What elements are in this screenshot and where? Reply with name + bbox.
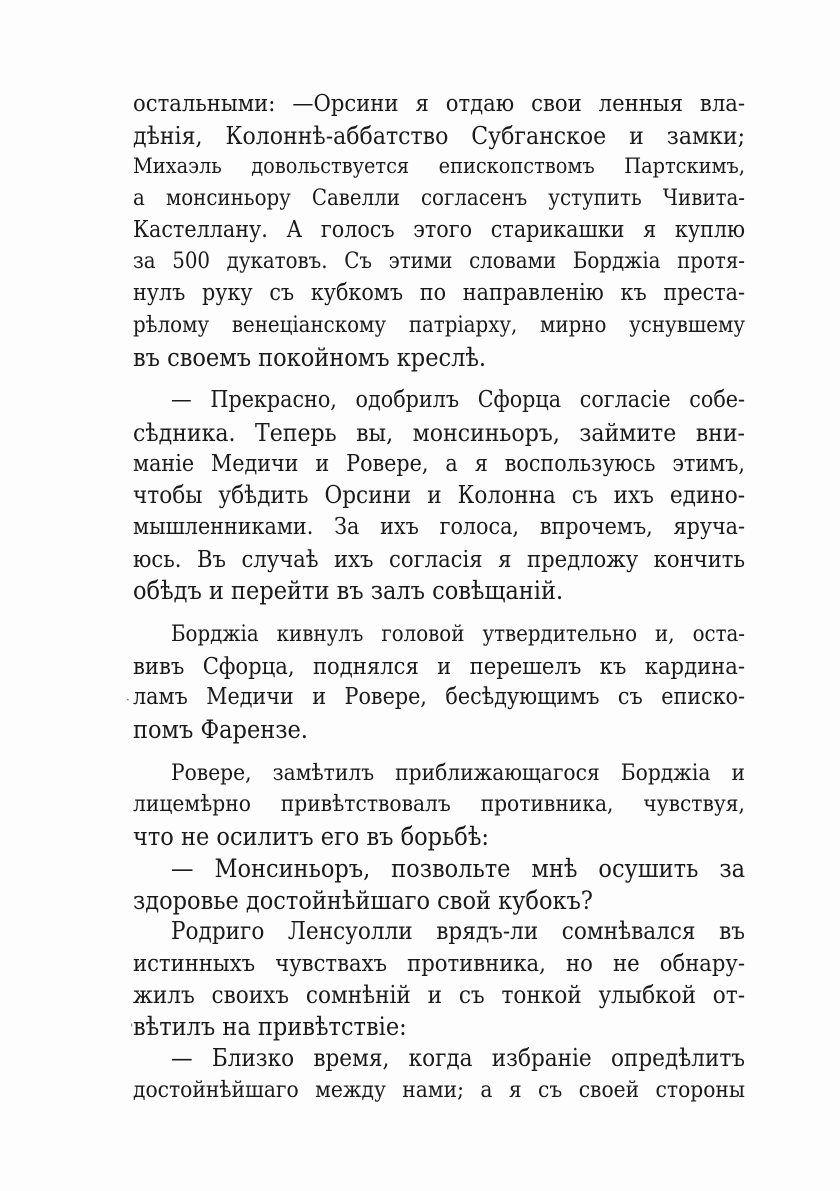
text-line: жилъ своихъ сомнѣній и съ тонкой улыбкой от- xyxy=(133,980,745,1009)
text-line: Родриго Ленсуолли врядъ-ли сомнѣвался въ xyxy=(171,917,745,946)
text-line: достойнѣйшаго между нами; а я съ своей стороны xyxy=(133,1076,745,1103)
margin-speck: ˈ xyxy=(130,1022,134,1036)
text-line: рѣлому венеціанскому патріарху, мирно уснувшему xyxy=(133,312,745,338)
text-line: вивъ Сфорца, поднялся и перешелъ къ кардина- xyxy=(133,651,745,680)
text-line: — Прекрасно, одобрилъ Сфорца согласіе собе- xyxy=(171,387,745,414)
text-line: Михаэль довольствуется епископствомъ Партскимъ, xyxy=(133,154,745,180)
text-line: мышленниками. За ихъ голоса, впрочемъ, яруча- xyxy=(133,513,745,540)
page-text xyxy=(133,88,745,1106)
text-line: помъ Фарензе. xyxy=(133,715,308,745)
text-line: за 500 дукатовъ. Съ этими словами Борджіа протя- xyxy=(133,249,745,275)
text-line: въ своемъ покойномъ креслѣ. xyxy=(133,342,487,372)
text-line: дѣнія, Колоннѣ-аббатство Субганское и замки; xyxy=(133,120,745,150)
text-line: Ровере, замѣтилъ приближающагося Борджіа и xyxy=(171,759,745,786)
text-line: лицемѣрно привѣтствовалъ противника, чувствуя, xyxy=(133,791,745,818)
text-line: юсь. Въ случаѣ ихъ согласія я предложу кончить xyxy=(133,544,745,573)
text-line: — Близко время, когда избраніе опредѣлитъ xyxy=(171,1043,745,1072)
text-line: Кастеллану. А голосъ этого старикашки я куплю xyxy=(133,216,745,243)
text-line: нулъ руку съ кубкомъ по направленію къ преста- xyxy=(133,280,745,307)
text-line: истинныхъ чувствахъ противника, но не обнару- xyxy=(133,948,745,977)
text-line: — Монсиньоръ, позвольте мнѣ осушить за xyxy=(171,853,745,883)
text-line: что не осилитъ его въ борьбѣ: xyxy=(133,822,489,852)
text-line: обѣдъ и перейти въ залъ совѣщаній. xyxy=(133,576,564,606)
margin-speck: · xyxy=(126,693,130,707)
text-line: чтобы убѣдить Орсини и Колонна съ ихъ едино- xyxy=(133,481,745,510)
text-line: сѣдника. Теперь вы, монсиньоръ, займите вни- xyxy=(133,417,745,447)
text-line: ламъ Медичи и Ровере, бесѣдующимъ съ еписко- xyxy=(133,684,745,711)
text-line: Борджіа кивнулъ головой утвердительно и, оста- xyxy=(171,622,745,647)
text-line: маніе Медичи и Ровере, а я воспользуюсь этимъ, xyxy=(133,450,745,477)
text-line: вѣтилъ на привѣтствіе: xyxy=(133,1012,407,1042)
text-line: здоровье достойнѣйшаго свой кубокъ? xyxy=(133,885,593,915)
text-line: остальными: —Орсини я отдаю свои ленныя вла- xyxy=(133,89,745,117)
text-line: а монсиньору Савелли согласенъ уступить Чивита- xyxy=(133,186,745,212)
